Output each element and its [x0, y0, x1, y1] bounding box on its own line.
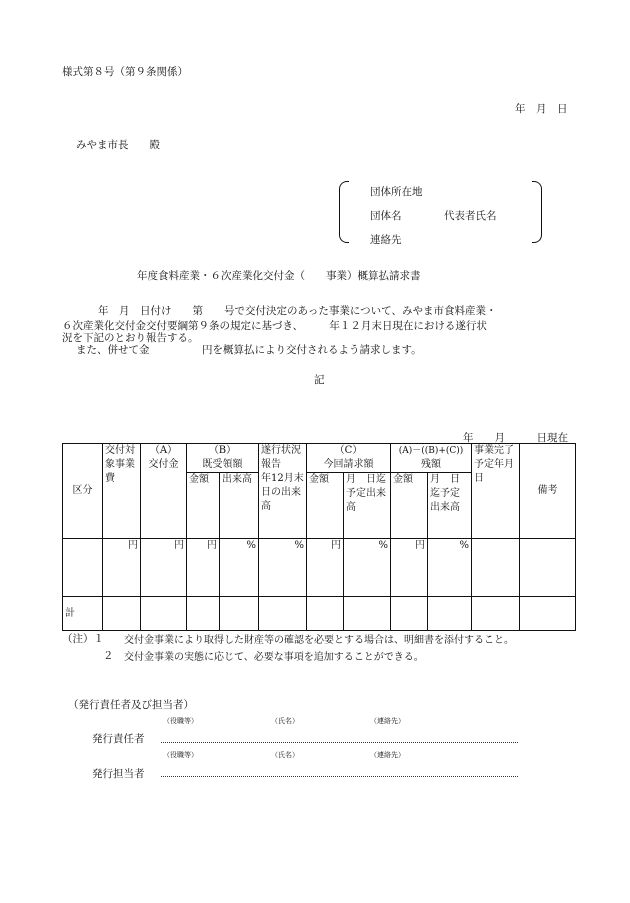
header-b-progress: 出来高 — [220, 473, 259, 539]
data-remarks-cell — [520, 539, 576, 597]
data-completion-cell — [472, 539, 520, 597]
staff-label: 発行担当者 — [92, 768, 145, 780]
total-cell — [259, 597, 307, 631]
note-2: 交付金事業の実態に応じて、必要な事項を追加することができる。 — [124, 652, 424, 663]
total-cell — [344, 597, 391, 631]
role-label-2: （役職等） — [163, 751, 198, 759]
header-b-sub: 既受領額 — [202, 459, 243, 470]
header-a-label: （A） — [149, 445, 178, 456]
data-a-cell: 円 — [141, 539, 187, 597]
note-2-label: ２ — [103, 650, 114, 662]
contact-label: 連絡先 — [370, 234, 402, 246]
note-1: 交付金事業により取得した財産等の確認を必要とする場合は、明細書を添付すること。 — [124, 635, 514, 646]
data-c-progress-cell: % — [344, 539, 391, 597]
data-remaining-amount-cell: 円 — [391, 539, 428, 597]
total-cell — [220, 597, 259, 631]
header-remaining-formula: (A)－((B)+(C)) — [398, 446, 464, 456]
body-line-2: ６次産業化交付金交付要綱第９条の規定に基づき、 年１２月末日現在における遂行状 — [62, 320, 487, 332]
header-c-sub: 今回請求額 — [323, 459, 374, 470]
representative-label: 代表者氏名 — [444, 210, 497, 222]
header-b-label: （B） — [208, 445, 237, 456]
data-b-progress-cell: % — [220, 539, 259, 597]
header-kubun: 区分 — [63, 444, 103, 539]
as-of-date: 年 月 日現在 — [463, 432, 568, 444]
total-cell — [103, 597, 141, 631]
total-label: 計 — [63, 597, 103, 631]
contact-label-2: （連絡先） — [370, 751, 405, 759]
role-label-1: （役職等） — [163, 717, 198, 725]
responsible-line — [161, 742, 518, 743]
total-cell — [307, 597, 344, 631]
data-target-cost-cell: 円 — [103, 539, 141, 597]
header-remaining-amount: 金額 — [391, 473, 428, 539]
header-report-label: 遂行状況報告 — [261, 445, 301, 470]
header-remarks: 備考 — [520, 444, 576, 539]
body-line-1: 年 月 日付け 第 号で交付決定のあった事業について、みやま市食料産業・ — [98, 305, 497, 317]
data-c-amount-cell: 円 — [307, 539, 344, 597]
header-remaining-date: 月 日迄予定出来高 — [428, 473, 472, 539]
body-line-3: 況を下記のとおり報告する。 — [62, 332, 199, 344]
group-name-label: 団体名 — [370, 210, 402, 222]
header-c-date: 月 日迄予定出来高 — [344, 473, 391, 539]
data-b-amount-cell: 円 — [187, 539, 220, 597]
data-report-cell: % — [259, 539, 307, 597]
addressee: みやま市長 殿 — [76, 139, 160, 151]
header-report — [259, 444, 307, 539]
header-b-amount: 金額 — [187, 473, 220, 539]
note-1-label: （注）１ — [62, 633, 104, 645]
data-remaining-progress-cell: % — [428, 539, 472, 597]
header-c-amount: 金額 — [307, 473, 344, 539]
staff-line — [161, 776, 518, 777]
header-a — [141, 444, 187, 539]
responsible-label: 発行責任者 — [92, 733, 145, 745]
issuer-heading: （発行責任者及び担当者） — [68, 699, 194, 711]
data-kubun-cell — [63, 539, 103, 597]
right-bracket — [532, 181, 542, 243]
header-b — [187, 444, 259, 473]
header-completion-date: 事業完了予定年月日 — [472, 444, 520, 539]
address-label: 団体所在地 — [370, 186, 423, 198]
header-remaining-sub: 残額 — [421, 459, 441, 470]
body-line-4: また、併せて金 円を概算払により交付されるよう請求します。 — [76, 344, 422, 356]
form-number: 様式第８号（第９条関係） — [62, 66, 188, 78]
status-table — [62, 443, 576, 631]
header-target-cost: 交付対象事業費 — [103, 444, 141, 539]
total-cell — [428, 597, 472, 631]
total-cell — [391, 597, 428, 631]
total-cell — [472, 597, 520, 631]
total-cell — [187, 597, 220, 631]
date-placeholder: 年 月 日 — [515, 103, 568, 115]
left-bracket — [339, 181, 349, 243]
document-title: 年度食料産業・６次産業化交付金（ 事業）概算払請求書 — [137, 270, 421, 282]
name-label-1: （氏名） — [271, 717, 299, 725]
header-c-label: （C） — [334, 445, 363, 456]
header-report-sub: 年12月末日の出来高 — [261, 473, 304, 512]
total-cell — [520, 597, 576, 631]
total-cell — [141, 597, 187, 631]
name-label-2: （氏名） — [271, 751, 299, 759]
ki-heading: 記 — [314, 374, 325, 386]
header-remaining — [391, 444, 472, 473]
header-a-sub: 交付金 — [148, 459, 179, 470]
header-c — [307, 444, 391, 473]
contact-label-1: （連絡先） — [370, 717, 405, 725]
